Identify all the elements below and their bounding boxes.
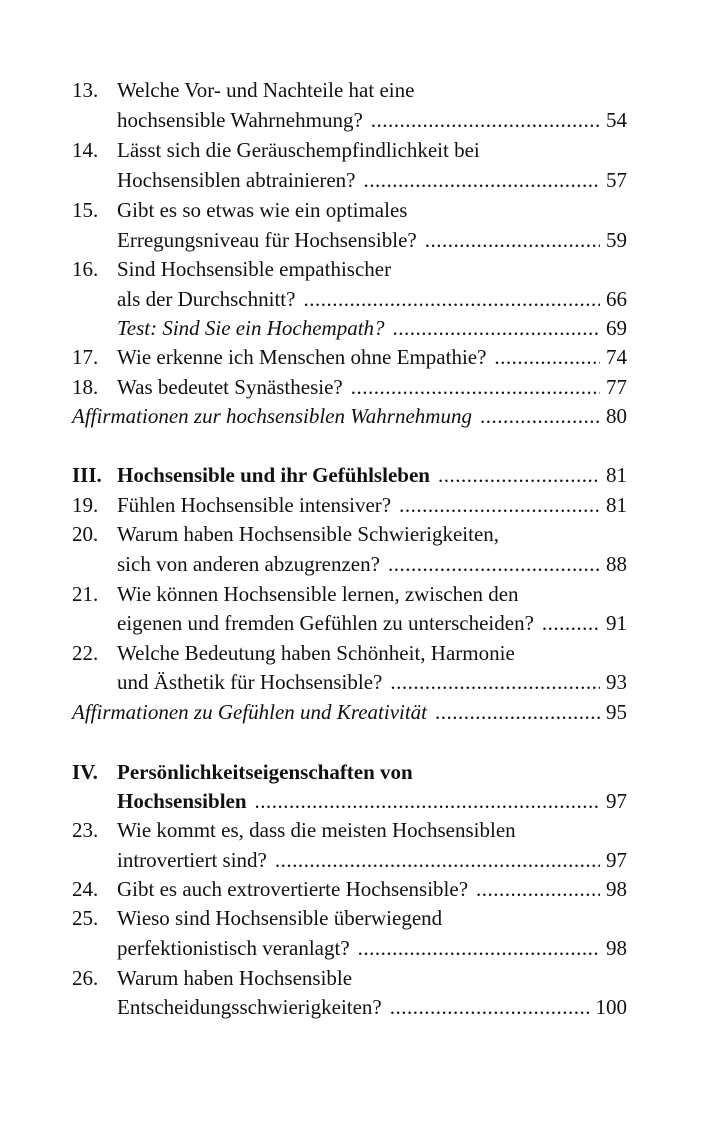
entry-title-line2: Erregungsniveau für Hochsensible? — [117, 228, 417, 252]
dot-leader — [393, 314, 600, 342]
affirmation-title: Affirmationen zu Gefühlen und Kreativität — [72, 700, 428, 724]
entry-number: 22. — [72, 641, 99, 665]
entry-title-line2: sich von anderen abzugrenzen? — [117, 552, 380, 576]
toc-entry-21-cont[interactable] — [72, 609, 627, 637]
entry-title-line1: Gibt es so etwas wie ein optimales — [117, 198, 408, 222]
dot-leader — [438, 461, 600, 489]
page-number: 98 — [606, 936, 627, 960]
toc-entry-13-cont[interactable] — [72, 106, 627, 134]
dot-leader — [480, 402, 600, 430]
toc-entry-15[interactable] — [72, 196, 627, 224]
entry-title-line2: introvertiert sind? — [117, 848, 267, 872]
dot-leader — [275, 846, 600, 874]
entry-title-line1: Wie können Hochsensible lernen, zwischen den — [117, 582, 519, 606]
dot-leader — [388, 550, 600, 578]
page-number: 88 — [606, 552, 627, 576]
section-title-line2: Hochsensiblen — [117, 789, 247, 813]
toc-affirmations-perception[interactable] — [72, 402, 627, 430]
entry-number: 25. — [72, 906, 99, 930]
toc-entry-14-cont[interactable] — [72, 166, 627, 194]
page-number: 54 — [606, 108, 627, 132]
dot-leader — [358, 934, 600, 962]
entry-title: Wie erkenne ich Menschen ohne Empathie? — [117, 345, 487, 369]
dot-leader — [494, 343, 600, 371]
entry-title-line2: eigenen und fremden Gefühlen zu unterscheiden? — [117, 611, 534, 635]
toc-entry-23-cont[interactable] — [72, 846, 627, 874]
toc-entry-26[interactable] — [72, 964, 627, 992]
entry-title-line1: Warum haben Hochsensible — [117, 966, 353, 990]
toc-entry-20-cont[interactable] — [72, 550, 627, 578]
toc-entry-14[interactable] — [72, 136, 627, 164]
toc-entry-25-cont[interactable] — [72, 934, 627, 962]
toc-entry-25[interactable] — [72, 904, 627, 932]
entry-title: Was bedeutet Synästhesie? — [117, 375, 343, 399]
entry-title: Gibt es auch extrovertierte Hochsensible? — [117, 877, 469, 901]
entry-title-line2: Hochsensiblen abtrainieren? — [117, 168, 356, 192]
toc-section-iv-cont[interactable] — [72, 787, 627, 815]
toc-entry-22[interactable] — [72, 639, 627, 667]
page-number: 95 — [606, 700, 627, 724]
dot-leader — [476, 875, 600, 903]
toc-entry-15-cont[interactable] — [72, 226, 627, 254]
section-number: IV. — [72, 760, 98, 784]
dot-leader — [425, 226, 600, 254]
page-number: 100 — [595, 995, 627, 1019]
toc-entry-24[interactable] — [72, 875, 627, 903]
dot-leader — [542, 609, 600, 637]
entry-number: 14. — [72, 138, 99, 162]
entry-title-line2: als der Durchschnitt? — [117, 287, 296, 311]
page-number: 91 — [606, 611, 627, 635]
affirmation-title: Affirmationen zur hochsensiblen Wahrnehmung — [72, 404, 472, 428]
entry-title-line1: Welche Bedeutung haben Schönheit, Harmonie — [117, 641, 515, 665]
toc-affirmations-feelings[interactable] — [72, 698, 627, 726]
page-number: 93 — [606, 670, 627, 694]
toc-entry-26-cont[interactable] — [72, 993, 627, 1021]
dot-leader — [303, 285, 600, 313]
dot-leader — [390, 668, 600, 696]
entry-title-line2: hochsensible Wahrnehmung? — [117, 108, 363, 132]
entry-number: 17. — [72, 345, 99, 369]
section-title: Hochsensible und ihr Gefühlsleben — [117, 463, 430, 487]
entry-title-line1: Warum haben Hochsensible Schwierigkeiten, — [117, 522, 500, 546]
toc-entry-23[interactable] — [72, 816, 627, 844]
dot-leader — [371, 106, 600, 134]
entry-number: 15. — [72, 198, 99, 222]
dot-leader — [399, 491, 600, 519]
entry-number: 24. — [72, 877, 99, 901]
entry-number: 23. — [72, 818, 99, 842]
page-number: 81 — [606, 493, 627, 517]
dot-leader — [364, 166, 601, 194]
dot-leader — [255, 787, 600, 815]
entry-number: 18. — [72, 375, 99, 399]
dot-leader — [435, 698, 600, 726]
toc-subentry-test[interactable] — [72, 314, 627, 342]
toc-entry-21[interactable] — [72, 580, 627, 608]
entry-title: Fühlen Hochsensible intensiver? — [117, 493, 392, 517]
page-number: 97 — [606, 848, 627, 872]
page-number: 74 — [606, 345, 627, 369]
subentry-title: Test: Sind Sie ein Hochempath? — [117, 316, 385, 340]
entry-number: 26. — [72, 966, 99, 990]
entry-title-line2: perfektionistisch veranlagt? — [117, 936, 350, 960]
toc-entry-19[interactable] — [72, 491, 627, 519]
entry-number: 20. — [72, 522, 99, 546]
entry-title-line1: Welche Vor- und Nachteile hat eine — [117, 78, 415, 102]
toc-entry-18[interactable] — [72, 373, 627, 401]
toc-entry-16-cont[interactable] — [72, 285, 627, 313]
entry-number: 21. — [72, 582, 99, 606]
page-number: 69 — [606, 316, 627, 340]
entry-title-line1: Wieso sind Hochsensible überwiegend — [117, 906, 443, 930]
page-number: 57 — [606, 168, 627, 192]
toc-entry-16[interactable] — [72, 255, 627, 283]
toc-section-iii[interactable] — [72, 461, 627, 489]
page-number: 81 — [606, 463, 627, 487]
entry-title-line2: und Ästhetik für Hochsensible? — [117, 670, 383, 694]
dot-leader — [390, 993, 590, 1021]
toc-section-iv[interactable] — [72, 758, 627, 786]
toc-entry-13[interactable] — [72, 76, 627, 104]
entry-number: 13. — [72, 78, 99, 102]
page-number: 66 — [606, 287, 627, 311]
entry-number: 19. — [72, 493, 99, 517]
page-number: 98 — [606, 877, 627, 901]
page-number: 59 — [606, 228, 627, 252]
entry-title-line1: Sind Hochsensible empathischer — [117, 257, 392, 281]
toc-entry-17[interactable] — [72, 343, 627, 371]
dot-leader — [351, 373, 600, 401]
page-number: 77 — [606, 375, 627, 399]
section-number: III. — [72, 463, 102, 487]
entry-title-line2: Entscheidungsschwierigkeiten? — [117, 995, 382, 1019]
entry-title-line1: Wie kommt es, dass die meisten Hochsensiblen — [117, 818, 516, 842]
entry-number: 16. — [72, 257, 99, 281]
page-number: 80 — [606, 404, 627, 428]
section-title-line1: Persönlichkeitseigenschaften von — [117, 760, 413, 784]
toc-entry-20[interactable] — [72, 520, 627, 548]
entry-title-line1: Lässt sich die Geräuschempfindlichkeit bei — [117, 138, 480, 162]
page-number: 97 — [606, 789, 627, 813]
toc-entry-22-cont[interactable] — [72, 668, 627, 696]
